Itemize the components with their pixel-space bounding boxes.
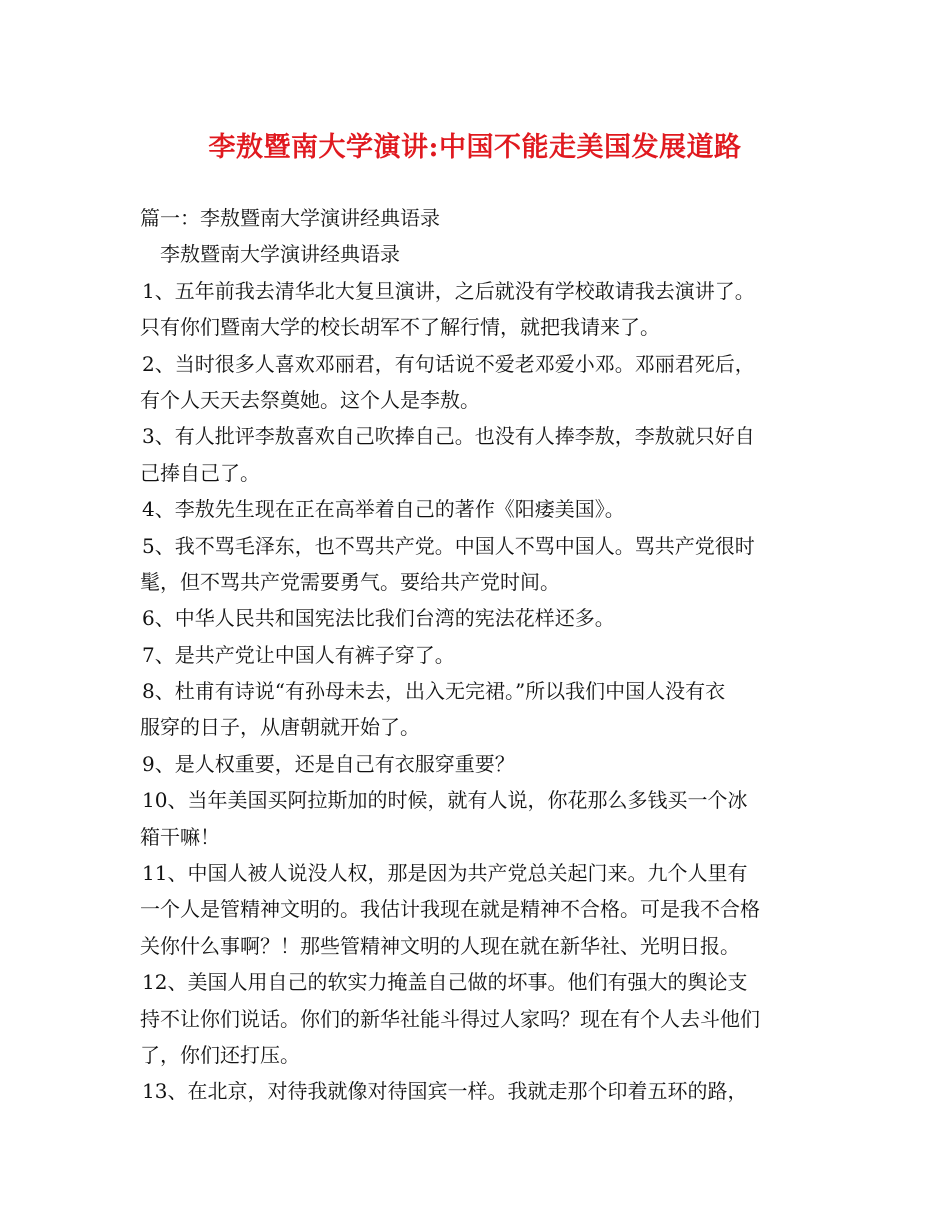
paragraph-line: 箱干嘛！	[140, 824, 220, 849]
paragraph-line: 10、当年美国买阿拉斯加的时候，就有人说，你花那么多钱买一个冰	[142, 788, 748, 813]
paragraph-line: 5、我不骂毛泽东，也不骂共产党。中国人不骂中国人。骂共产党很时	[142, 533, 755, 558]
paragraph-line: 有个人天天去祭奠她。这个人是李敖。	[140, 387, 480, 412]
paragraph-line: 服穿的日子，从唐朝就开始了。	[140, 715, 420, 740]
paragraph-line: 9、是人权重要，还是自己有衣服穿重要？	[142, 751, 515, 776]
paragraph-line: 12、美国人用自己的软实力掩盖自己做的坏事。他们有强大的舆论支	[142, 970, 748, 995]
paragraph-line: 2、当时很多人喜欢邓丽君，有句话说不爱老邓爱小邓。邓丽君死后，	[142, 351, 755, 376]
document-body	[140, 200, 820, 1110]
paragraph-line: 7、是共产党让中国人有裤子穿了。	[142, 642, 455, 667]
paragraph-line: 只有你们暨南大学的校长胡军不了解行情，就把我请来了。	[140, 315, 660, 340]
paragraph-line: 6、中华人民共和国宪法比我们台湾的宪法花样还多。	[142, 606, 615, 631]
paragraph-line: 8、杜甫有诗说“有孙母未去，出入无完裙。”所以我们中国人没有衣	[142, 679, 726, 704]
paragraph-line: 了，你们还打压。	[140, 1042, 300, 1067]
paragraph-line: 关你什么事啊？！那些管精神文明的人现在就在新华社、光明日报。	[140, 933, 740, 958]
paragraph-line: 1、五年前我去清华北大复旦演讲，之后就没有学校敢请我去演讲了。	[142, 278, 755, 303]
paragraph-line: 11、中国人被人说没人权，那是因为共产党总关起门来。九个人里有	[142, 861, 748, 886]
paragraph-line: 4、李敖先生现在正在高举着自己的著作《阳痿美国》。	[142, 497, 625, 522]
paragraph-line: 持不让你们说话。你们的新华社能斗得过人家吗？现在有个人去斗他们	[140, 1006, 760, 1031]
section-heading: 篇一：李敖暨南大学演讲经典语录	[140, 206, 440, 230]
subsection-heading: 李敖暨南大学演讲经典语录	[160, 242, 400, 267]
paragraph-line: 一个人是管精神文明的。我估计我现在就是精神不合格。可是我不合格	[140, 897, 760, 922]
document-title: 李敖暨南大学演讲:中国不能走美国发展道路	[208, 132, 742, 163]
paragraph-line: 己捧自己了。	[140, 460, 260, 485]
paragraph-line: 3、有人批评李敖喜欢自己吹捧自己。也没有人捧李敖，李敖就只好自	[142, 424, 755, 449]
paragraph-line: 髦，但不骂共产党需要勇气。要给共产党时间。	[140, 569, 560, 594]
paragraph-line: 13、在北京，对待我就像对待国宾一样。我就走那个印着五环的路，	[142, 1079, 748, 1104]
